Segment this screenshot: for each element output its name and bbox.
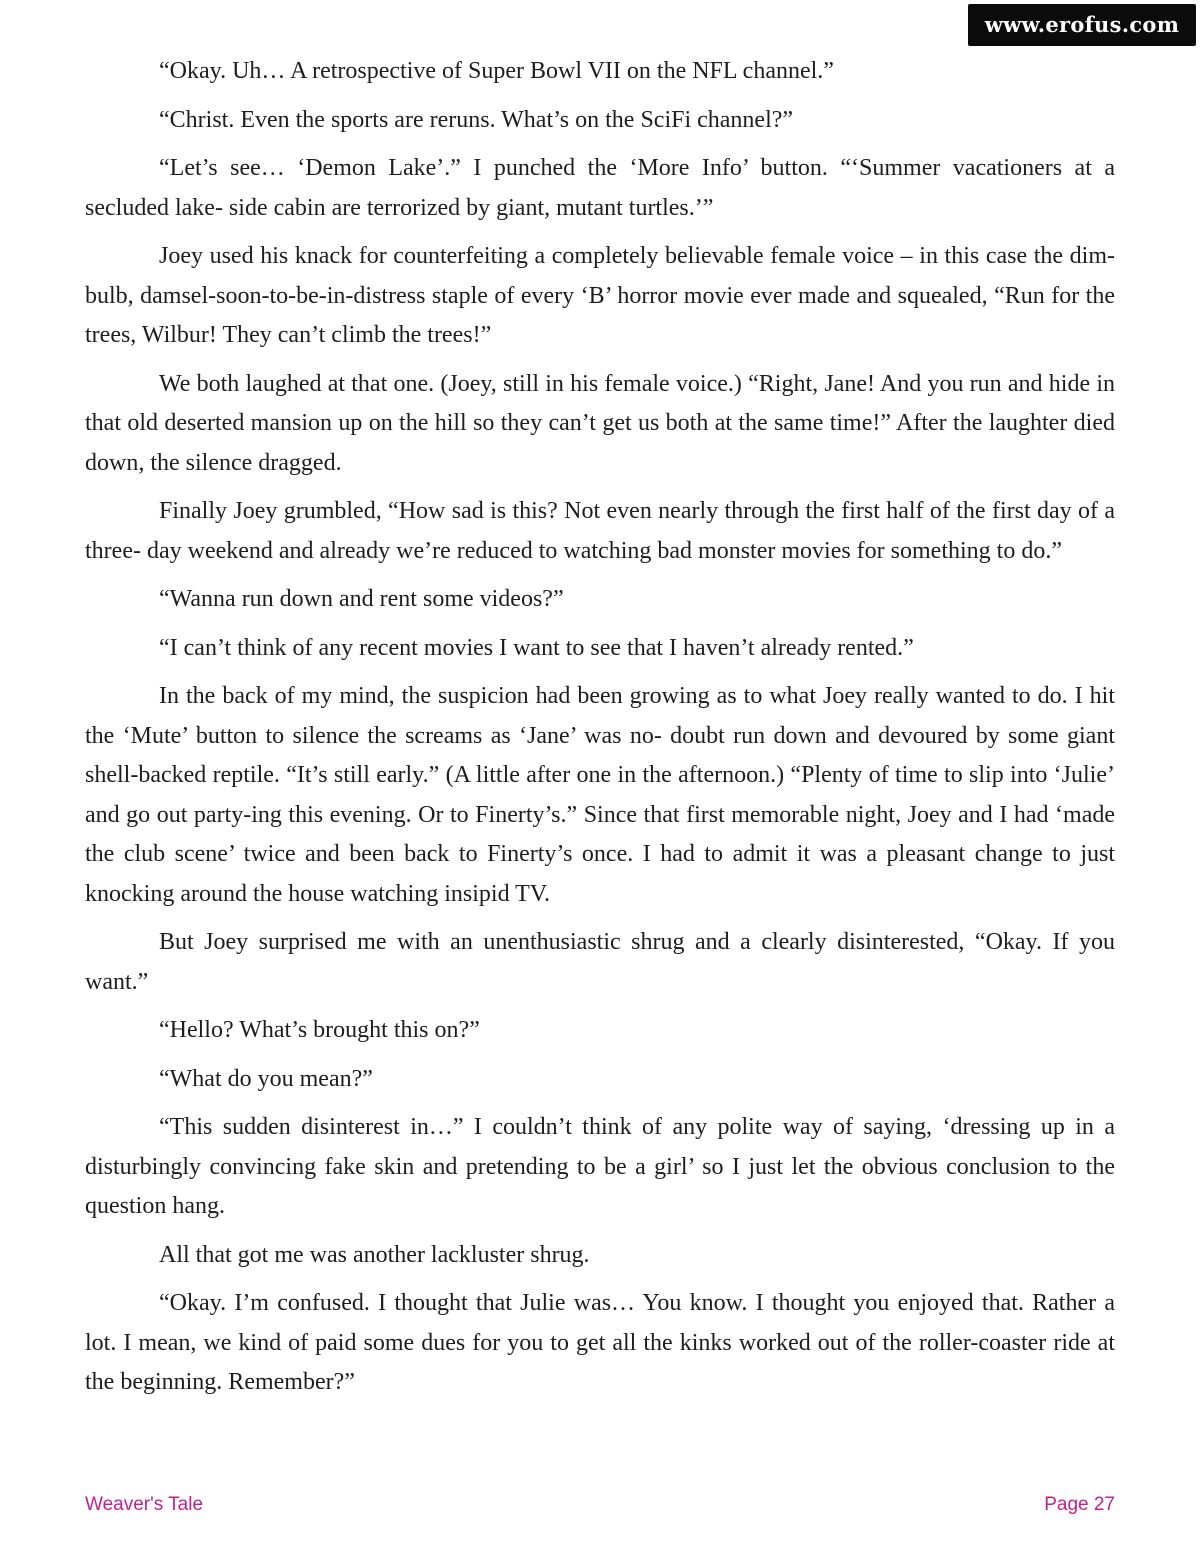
footer-book-title: Weaver's Tale [85,1494,204,1515]
paragraph: Finally Joey grumbled, “How sad is this? Not even nearly through the first half of the first day of a three- day weekend and already we’re reduced to watching bad monster movies for something to do.” [85,498,1115,564]
paragraph: But Joey surprised me with an unenthusiastic shrug and a clearly disinterested, “Okay. If you want.” [85,929,1115,995]
paragraph: “Hello? What’s brought this on?” [159,1017,480,1043]
paragraph: “Okay. I’m confused. I thought that Julie was… You know. I thought you enjoyed that. Rather a lot. I mean, we kind of paid some dues for you to get all the kinks worked out of the roller-coaster ride at the beginning. Remember?” [85,1290,1115,1395]
paragraph: “This sudden disinterest in…” I couldn’t think of any polite way of saying, ‘dressing up in a disturbingly convincing fake skin and pretending to be a girl’ so I just let the obvious conclusion to the question hang. [85,1114,1115,1219]
paragraph: Joey used his knack for counterfeiting a completely believable female voice – in this case the dim-bulb, damsel-soon-to-be-in-distress staple of every ‘B’ horror movie ever made and squealed, “Run for the trees, Wilbur! They can’t climb the trees!” [85,243,1115,348]
watermark-badge: www.erofus.com [968,4,1196,46]
paragraph: “Okay. Uh… A retrospective of Super Bowl VII on the NFL channel.” [159,58,834,84]
paragraph: “I can’t think of any recent movies I want to see that I haven’t already rented.” [159,634,914,661]
paragraph: “Wanna run down and rent some videos?” [159,586,564,612]
page-body [85,52,1115,1412]
paragraph: In the back of my mind, the suspicion had been growing as to what Joey really wanted to do. I hit the ‘Mute’ button to silence the screams as ‘Jane’ was no- doubt run down and devoured by some giant shell-backed reptile. “It’s still early.” (A little after one in the afternoon.) “Plenty of time to slip into ‘Julie’ and go out party-ing this evening. Or to Finerty’s.” Since that first memorable night, Joey and I had ‘made the club scene’ twice and been back to Finerty’s once. I had to admit it was a pleasant change to just knocking around the house watching insipid TV. [85,683,1115,907]
page-footer [85,1494,1115,1522]
footer-page-number: Page 27 [1044,1494,1115,1515]
paragraph: We both laughed at that one. (Joey, still in his female voice.) “Right, Jane! And you run and hide in that old deserted mansion up on the hill so they can’t get us both at the same time!” After the laughter died down, the silence dragged. [85,370,1115,476]
paragraph: All that got me was another lackluster shrug. [159,1241,590,1268]
paragraph: “Let’s see… ‘Demon Lake’.” I punched the ‘More Info’ button. “‘Summer vacationers at a secluded lake- side cabin are terrorized by giant, mutant turtles.’” [85,155,1115,221]
paragraph: “What do you mean?” [159,1065,373,1092]
paragraph: “Christ. Even the sports are reruns. What’s on the SciFi channel?” [159,106,794,133]
